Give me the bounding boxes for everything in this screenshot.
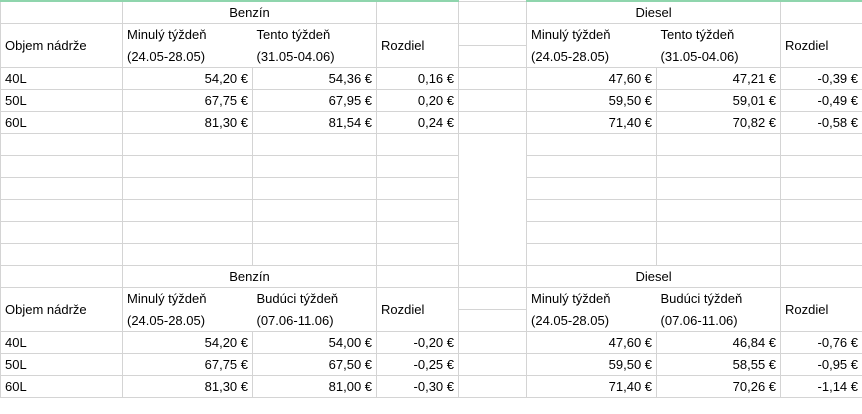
t2-r2-tank: 60L [1,376,123,398]
column-gap [459,46,527,68]
t2-r2-petrol-cur: 81,00 € [253,376,377,398]
empty-cell [123,200,253,222]
table-row [1,354,862,376]
empty-cell [781,134,862,156]
column-gap [459,156,527,178]
t1-header-diesel-cur-l2: (31.05-04.06) [660,48,739,64]
empty-cell [1,222,123,244]
column-gap [459,200,527,222]
column-gap [459,376,527,398]
empty-cell [253,200,377,222]
empty-cell [781,222,862,244]
t2-header-petrol-cur-l1: Budúci týždeň [256,291,339,307]
column-gap [459,332,527,354]
empty-row [1,222,862,244]
t2-r0-tank: 40L [1,332,123,354]
empty-cell [1,156,123,178]
empty-cell [377,200,459,222]
t1-group-petrol: Benzín [123,1,377,24]
t1-r2-petrol-cur: 81,54 € [253,112,377,134]
t1-r2-petrol-diff: 0,24 € [377,112,459,134]
t1-r0-diesel-prev: 47,60 € [527,68,657,90]
t2-r0-petrol-prev: 54,20 € [123,332,253,354]
table-row [1,288,862,310]
column-gap [459,134,527,156]
t2-header-diesel-prev-l2: (24.05-28.05) [531,312,610,328]
empty-cell [123,244,253,266]
t1-header-diesel-prev-l2: (24.05-28.05) [531,48,610,64]
empty-cell [377,156,459,178]
empty-cell [253,134,377,156]
table-row [1,332,862,354]
empty-cell [527,134,657,156]
empty-row [1,156,862,178]
t1-header-petrol-prev-l2: (24.05-28.05) [127,48,206,64]
empty-cell [253,222,377,244]
column-gap [459,310,527,332]
empty-cell [377,244,459,266]
empty-cell [781,244,862,266]
t2-r0-diesel-prev: 47,60 € [527,332,657,354]
empty-cell [253,156,377,178]
empty-cell [253,178,377,200]
column-gap [459,178,527,200]
t2-header-petrol-diff: Rozdiel [377,288,459,332]
t1-header-petrol-prev-l1: Minulý týždeň [127,27,207,43]
empty-cell [527,244,657,266]
empty-cell [657,222,781,244]
t2-header-petrol-prev-l1: Minulý týždeň [127,291,207,307]
t1-header-diesel-prev-l1: Minulý týždeň [531,27,611,43]
t2-header-petrol-cur-l2: (07.06-11.06) [256,312,334,328]
empty-cell [1,134,123,156]
empty-row [1,200,862,222]
empty-cell [657,178,781,200]
t2-r2-diesel-prev: 71,40 € [527,376,657,398]
empty-cell [123,156,253,178]
empty-cell [781,200,862,222]
empty-cell [781,178,862,200]
empty-cell [123,134,253,156]
t2-r2-petrol-prev: 81,30 € [123,376,253,398]
t1-r1-petrol-prev: 67,75 € [123,90,253,112]
t1-header-diesel-diff: Rozdiel [781,24,862,68]
empty-row [1,178,862,200]
t2-group-petrol: Benzín [123,266,377,288]
empty-cell [253,244,377,266]
t1-r0-tank: 40L [1,68,123,90]
t1-r2-diesel-prev: 71,40 € [527,112,657,134]
empty-cell [657,134,781,156]
table-row [1,90,862,112]
t1-group-left [1,1,123,24]
table-row [1,68,862,90]
column-gap [459,266,527,288]
t2-r0-petrol-cur: 54,00 € [253,332,377,354]
empty-cell [657,200,781,222]
t2-group-diesel-diff-spacer [781,266,862,288]
empty-cell [377,134,459,156]
column-gap [459,68,527,90]
t2-r0-petrol-diff: -0,20 € [377,332,459,354]
table-row [1,24,862,46]
t2-r1-diesel-cur: 58,55 € [657,354,781,376]
empty-cell [377,222,459,244]
t1-r0-diesel-cur: 47,21 € [657,68,781,90]
t2-r0-diesel-diff: -0,76 € [781,332,862,354]
empty-cell [781,156,862,178]
t1-r0-petrol-diff: 0,16 € [377,68,459,90]
empty-row [1,244,862,266]
empty-cell [657,244,781,266]
column-gap [459,90,527,112]
empty-cell [1,244,123,266]
column-gap [459,244,527,266]
table-row [1,1,862,24]
t2-group-diesel: Diesel [527,266,781,288]
empty-cell [527,200,657,222]
table-row [1,266,862,288]
empty-cell [527,156,657,178]
column-gap [459,222,527,244]
empty-cell [1,200,123,222]
t1-r0-diesel-diff: -0,39 € [781,68,862,90]
t1-group-diesel-diff-spacer [781,1,862,24]
empty-cell [1,178,123,200]
t1-r1-petrol-diff: 0,20 € [377,90,459,112]
t2-r1-petrol-cur: 67,50 € [253,354,377,376]
t2-r1-diesel-diff: -0,95 € [781,354,862,376]
empty-row [1,134,862,156]
t1-r2-tank: 60L [1,112,123,134]
column-gap [459,24,527,46]
t2-r1-diesel-prev: 59,50 € [527,354,657,376]
t1-r1-tank: 50L [1,90,123,112]
t1-group-petrol-diff-spacer [377,1,459,24]
table-row [1,112,862,134]
column-gap [459,288,527,310]
t2-r2-diesel-cur: 70,26 € [657,376,781,398]
t2-header-diesel-prev-l1: Minulý týždeň [531,291,611,307]
empty-cell [123,178,253,200]
t1-header-petrol-diff: Rozdiel [377,24,459,68]
empty-cell [527,222,657,244]
t2-header-petrol-prev-l2: (24.05-28.05) [127,312,206,328]
t2-header-diesel-cur-l1: Budúci týždeň [660,291,743,307]
t1-r2-diesel-diff: -0,58 € [781,112,862,134]
table-row [1,376,862,398]
t2-r0-diesel-cur: 46,84 € [657,332,781,354]
column-gap [459,354,527,376]
empty-cell [123,222,253,244]
t1-group-diesel: Diesel [527,1,781,24]
empty-cell [377,178,459,200]
empty-cell [527,178,657,200]
t2-r1-petrol-prev: 67,75 € [123,354,253,376]
t1-r2-petrol-prev: 81,30 € [123,112,253,134]
t2-header-diesel-cur-l2: (07.06-11.06) [660,312,738,328]
t1-header-petrol-cur-l1: Tento týždeň [256,27,331,43]
t1-r0-petrol-cur: 54,36 € [253,68,377,90]
column-gap [459,112,527,134]
empty-cell [657,156,781,178]
t2-r1-tank: 50L [1,354,123,376]
t1-r1-petrol-cur: 67,95 € [253,90,377,112]
t2-header-tank: Objem nádrže [1,288,123,332]
t2-r2-diesel-diff: -1,14 € [781,376,862,398]
t1-header-tank: Objem nádrže [1,24,123,68]
t1-header-petrol-cur-l2: (31.05-04.06) [256,48,335,64]
t1-r1-diesel-cur: 59,01 € [657,90,781,112]
t2-header-diesel-diff: Rozdiel [781,288,862,332]
column-gap [459,1,527,24]
t2-r2-petrol-diff: -0,30 € [377,376,459,398]
t2-r1-petrol-diff: -0,25 € [377,354,459,376]
t1-header-diesel-cur-l1: Tento týždeň [660,27,735,43]
t2-group-left [1,266,123,288]
t1-r0-petrol-prev: 54,20 € [123,68,253,90]
t2-group-petrol-diff-spacer [377,266,459,288]
t1-r1-diesel-prev: 59,50 € [527,90,657,112]
t1-r2-diesel-cur: 70,82 € [657,112,781,134]
t1-r1-diesel-diff: -0,49 € [781,90,862,112]
